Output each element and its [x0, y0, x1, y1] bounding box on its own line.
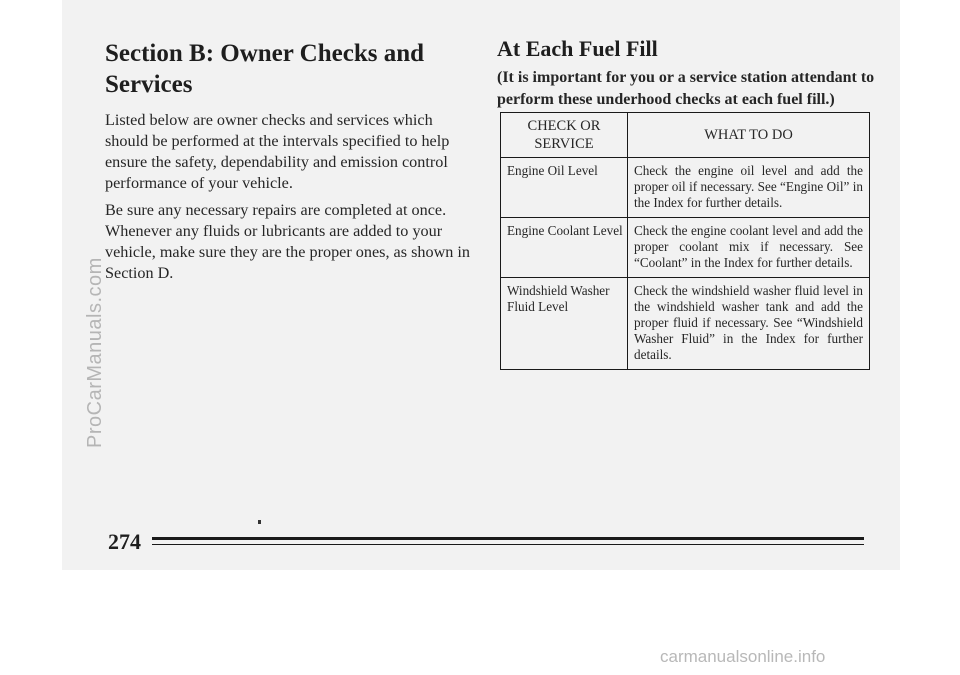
header-what-to-do: WHAT TO DO [628, 113, 870, 158]
site-footer-watermark: carmanualsonline.info [660, 647, 826, 666]
owner-checks-section [105, 38, 475, 284]
checks-table [500, 112, 870, 370]
what-to-do-cell: Check the engine coolant level and add the proper coolant mix if necessary. See “Coolant” in the Index for further details. [628, 218, 870, 278]
footer-rule-thin [152, 544, 864, 545]
check-cell: Engine Oil Level [501, 158, 628, 218]
check-cell: Engine Coolant Level [501, 218, 628, 278]
footer-rule [152, 537, 864, 547]
footer-rule-thick [152, 537, 864, 540]
fuel-fill-section [497, 36, 877, 111]
repairs-paragraph: Be sure any necessary repairs are completed at once. Whenever any fluids or lubricants are added to your vehicle, make sure they are the proper ones, as shown in Section D. [105, 201, 470, 282]
page-number: 274 [108, 529, 141, 554]
table-row [501, 218, 870, 278]
header-check-or-service: CHECK OR SERVICE [501, 113, 628, 158]
side-watermark: ProCarManuals.com [84, 257, 106, 448]
check-cell: Windshield Washer Fluid Level [501, 278, 628, 370]
table-header-row [501, 113, 870, 158]
what-to-do-cell: Check the engine oil level and add the proper oil if necessary. See “Engine Oil” in the Index for further details. [628, 158, 870, 218]
table-row [501, 278, 870, 370]
fuel-fill-subtitle: (It is important for you or a service station attendant to perform these underhood checks at each fuel fill.) [497, 69, 875, 108]
section-title: Section B: Owner Checks and Services [105, 40, 425, 98]
what-to-do-cell: Check the windshield washer fluid level in the windshield washer tank and add the proper fluid if necessary. See “Windshield Washer Fluid” in the Index for further details. [628, 278, 870, 370]
fuel-fill-title: At Each Fuel Fill [497, 36, 658, 61]
intro-paragraph: Listed below are owner checks and services which should be performed at the intervals specified to help ensure the safety, dependability and emission control performance of your vehicle. [105, 111, 450, 192]
speck [258, 520, 261, 524]
table-row [501, 158, 870, 218]
